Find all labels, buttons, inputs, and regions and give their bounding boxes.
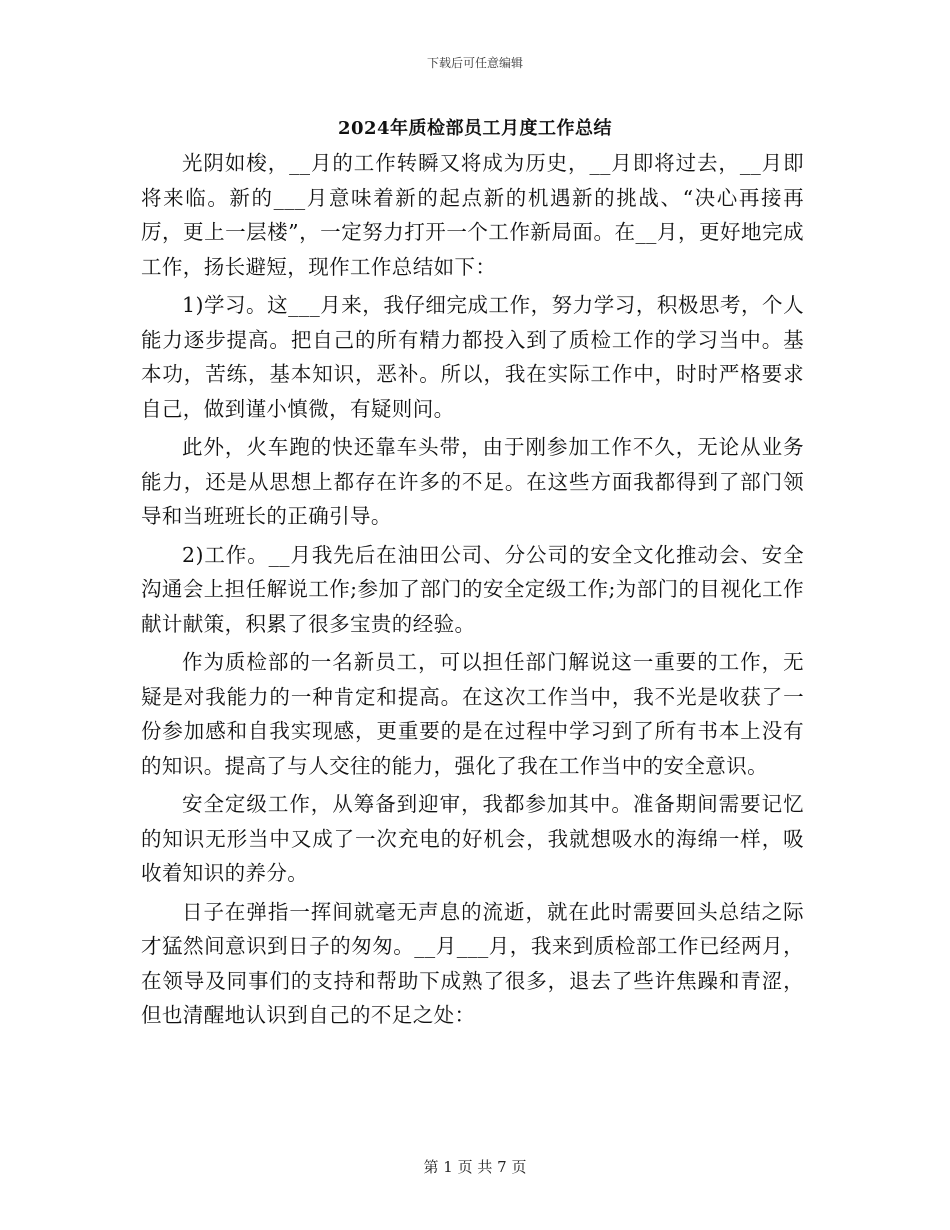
- paragraph-new-employee: 作为质检部的一名新员工，可以担任部门解说这一重要的工作，无疑是对我能力的一种肯定和提高。在这次工作当中，我不光是收获了一份参加感和自我实现感，更重要的是在过程中学习到了所有书本上没有的知识。提高了与人交往的能力，强化了我在工作当中的安全意识。: [141, 650, 804, 778]
- paragraph-study: 1)学习。这___月来，我仔细完成工作，努力学习，积极思考，个人能力逐步提高。把自己的所有精力都投入到了质检工作的学习当中。基本功，苦练，基本知识，恶补。所以，我在实际工作中，时时严格要求自己，做到谨小慎微，有疑则问。: [141, 293, 804, 421]
- paragraph-safety-grading: 安全定级工作，从筹备到迎审，我都参加其中。准备期间需要记忆的知识无形当中又成了一次充电的好机会，我就想吸水的海绵一样，吸收着知识的养分。: [141, 792, 804, 885]
- paragraph-intro: 光阴如梭，__月的工作转瞬又将成为历史，__月即将过去，__月即将来临。新的___月意味着新的起点新的机遇新的挑战、“决心再接再厉，更上一层楼”，一定努力打开一个工作新局面。在__月，更好地完成工作，扬长避短，现作工作总结如下：: [141, 151, 804, 279]
- paragraph-guidance: 此外，火车跑的快还靠车头带，由于刚参加工作不久，无论从业务能力，还是从思想上都存在许多的不足。在这些方面我都得到了部门领导和当班班长的正确引导。: [141, 435, 804, 528]
- header-note: 下载后可任意编辑: [426, 56, 523, 70]
- page-footer: 第 1 页 共 7 页: [423, 1158, 527, 1176]
- paragraph-work: 2)工作。__月我先后在油田公司、分公司的安全文化推动会、安全沟通会上担任解说工作;参加了部门的安全定级工作;为部门的目视化工作献计献策，积累了很多宝贵的经验。: [141, 542, 804, 636]
- paragraph-reflection: 日子在弹指一挥间就毫无声息的流逝，就在此时需要回头总结之际才猛然间意识到日子的匆匆。__月___月，我来到质检部工作已经两月，在领导及同事们的支持和帮助下成熟了很多，退去了些许焦躁和青涩，但也清醒地认识到自己的不足之处：: [141, 899, 804, 1027]
- document-title: 2024年质检部员工月度工作总结: [337, 118, 613, 139]
- document-body: [141, 146, 804, 1037]
